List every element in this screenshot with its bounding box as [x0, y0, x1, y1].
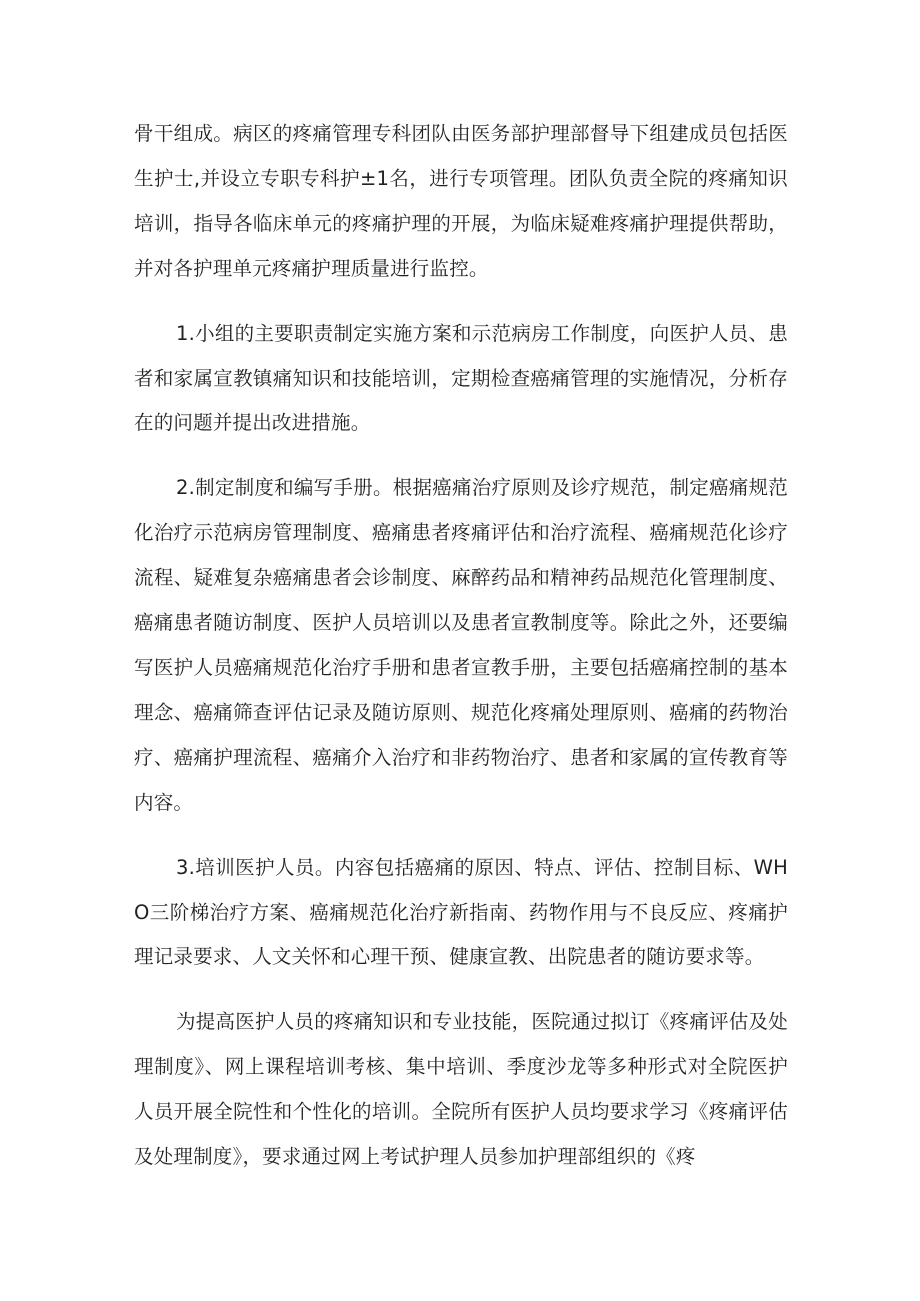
paragraph-training-methods: 为提高医护人员的疼痛知识和专业技能，医院通过拟订《疼痛评估及处理制度》、网上课程培训考核、集中培训、季度沙龙等多种形式对全院医护人员开展全院性和个性化的培训。全院所有医护人员均要求学习《疼痛评估及处理制度》，要求通过网上考试护理人员参加护理部组织的《疼	[134, 1010, 788, 1169]
document-body	[134, 112, 788, 1200]
paragraph-group-duties: 1.小组的主要职责制定实施方案和示范病房工作制度，向医护人员、患者和家属宣教镇痛知识和技能培训，定期检查癌痛管理的实施情况，分析存在的问题并提出改进措施。	[134, 321, 788, 435]
paragraph-team-composition: 骨干组成。病区的疼痛管理专科团队由医务部护理部督导下组建成员包括医生护士,并设立专职专科护±1名，进行专项管理。团队负责全院的疼痛知识培训，指导各临床单元的疼痛护理的开展，为临床疑难疼痛护理提供帮助，并对各护理单元疼痛护理质量进行监控。	[134, 122, 788, 280]
paragraph-rules-and-manuals: 2.制定制度和编写手册。根据癌痛治疗原则及诊疗规范，制定癌痛规范化治疗示范病房管理制度、癌痛患者疼痛评估和治疗流程、癌痛规范化诊疗流程、疑难复杂癌痛患者会诊制度、麻醉药品和精神药品规范化管理制度、癌痛患者随访制度、医护人员培训以及患者宣教制度等。除此之外，还要编写医护人员癌痛规范化治疗手册和患者宣教手册，主要包括癌痛控制的基本理念、癌痛筛查评估记录及随访原则、规范化疼痛处理原则、癌痛的药物治疗、癌痛护理流程、癌痛介入治疗和非药物治疗、患者和家属的宣传教育等内容。	[134, 476, 788, 814]
paragraph-staff-training: 3.培训医护人员。内容包括癌痛的原因、特点、评估、控制目标、WHO三阶梯治疗方案、癌痛规范化治疗新指南、药物作用与不良反应、疼痛护理记录要求、人文关怀和心理干预、健康宣教、出院患者的随访要求等。	[134, 855, 788, 969]
